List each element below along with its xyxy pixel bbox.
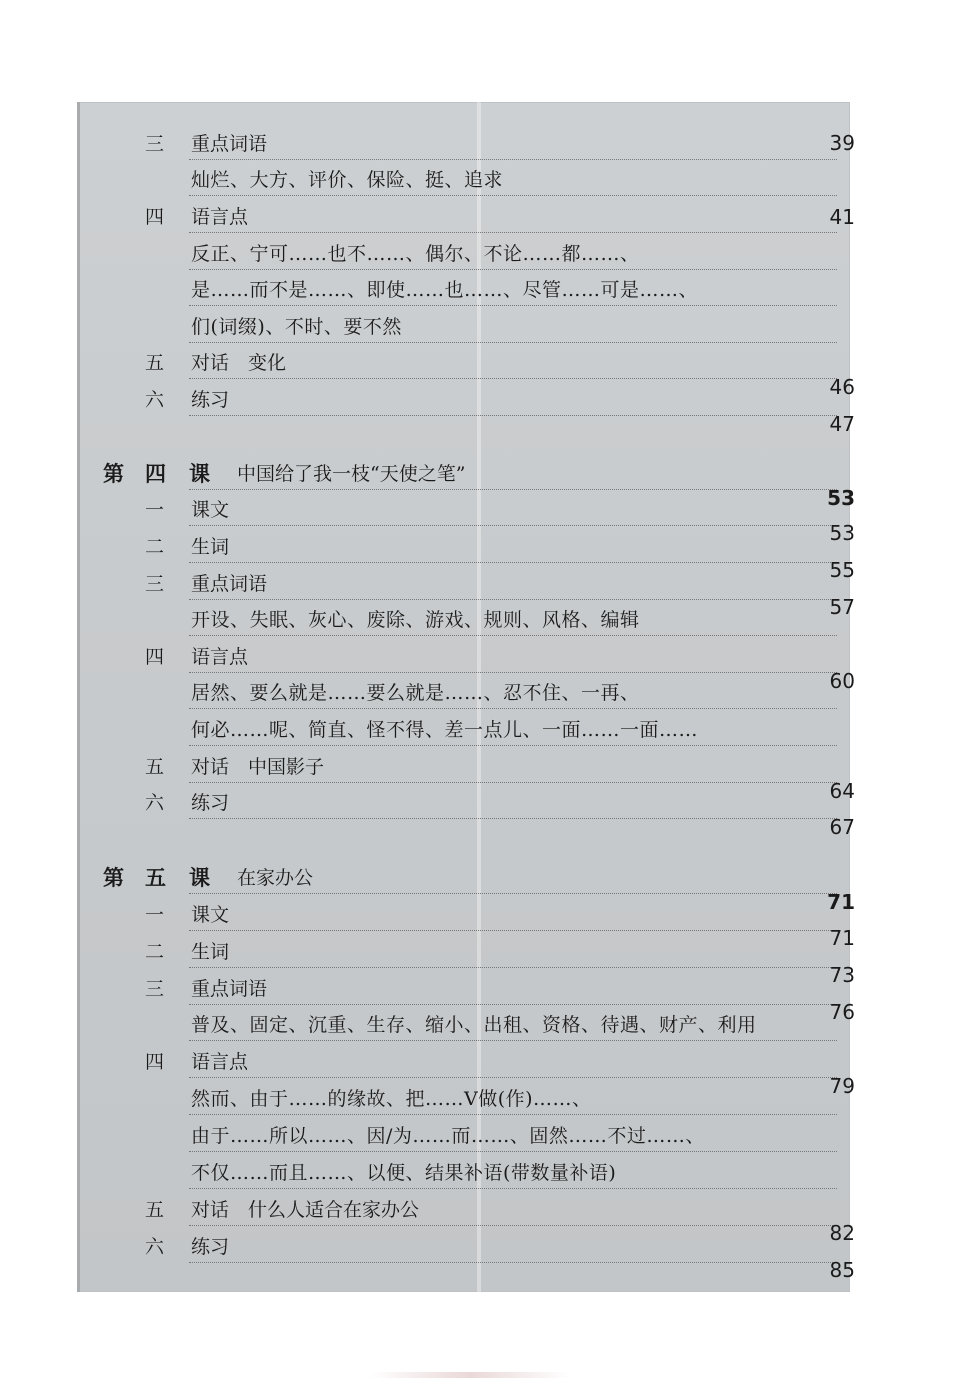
section-number: 二 <box>145 941 165 963</box>
section-number: 五 <box>145 352 165 374</box>
section-number: 六 <box>145 1236 165 1258</box>
section-title: 对话 变化 <box>191 352 287 374</box>
toc-subitems <box>77 602 837 638</box>
dot-leader <box>189 195 837 196</box>
dot-leader <box>189 967 837 968</box>
section-title: 对话 什么人适合在家办公 <box>191 1199 420 1221</box>
dot-leader <box>189 1225 837 1226</box>
lesson-suffix: 课 <box>189 461 210 486</box>
section-number: 三 <box>145 573 165 595</box>
page-number: 85 <box>829 1258 855 1282</box>
dot-leader <box>189 1151 837 1152</box>
section-number: 一 <box>145 499 165 521</box>
page-edge <box>77 102 80 1292</box>
dot-leader <box>189 562 837 563</box>
section-number: 三 <box>145 978 165 1000</box>
toc-section <box>77 492 855 545</box>
toc-subitems <box>77 675 837 711</box>
lesson-suffix: 课 <box>189 865 210 890</box>
toc-subitems <box>77 1007 837 1043</box>
toc-subitems <box>77 309 837 345</box>
dot-leader <box>189 1188 837 1189</box>
dot-leader <box>189 1262 837 1263</box>
section-number: 四 <box>145 1051 165 1073</box>
toc-section <box>77 345 855 399</box>
section-title: 重点词语 <box>191 978 268 1000</box>
toc-subitems <box>77 236 837 272</box>
section-title: 语言点 <box>191 646 249 668</box>
lesson-prefix: 第 <box>103 461 124 486</box>
lesson-title: 在家办公 <box>237 867 314 889</box>
dot-leader <box>189 232 837 233</box>
page-number: 39 <box>829 131 855 155</box>
section-number: 六 <box>145 792 165 814</box>
section-number: 五 <box>145 756 165 778</box>
toc-section <box>77 199 855 235</box>
dot-leader <box>189 782 837 783</box>
scan-mark <box>370 1372 570 1378</box>
page-number: 79 <box>829 1074 855 1098</box>
subitem-text: 居然、要么就是……要么就是……、忍不住、一再、 <box>191 682 640 704</box>
section-title: 生词 <box>191 941 230 963</box>
dot-leader <box>189 305 837 306</box>
section-title: 重点词语 <box>191 133 268 155</box>
subitem-text: 们(词缀)、不时、要不然 <box>191 316 402 338</box>
toc-subitems <box>77 272 837 308</box>
page-number: 60 <box>829 669 855 693</box>
toc-section <box>77 126 855 162</box>
page-number: 73 <box>829 963 855 987</box>
subitem-text: 普及、固定、沉重、生存、缩小、出租、资格、待遇、财产、利用 <box>191 1014 757 1036</box>
subitem-text: 灿烂、大方、评价、保险、挺、追求 <box>191 169 504 191</box>
lesson-heading <box>77 860 855 914</box>
page-number: 53 <box>827 486 855 510</box>
toc-subitems <box>77 162 837 198</box>
toc-page <box>77 102 855 1292</box>
dot-leader <box>189 1077 837 1078</box>
section-number: 四 <box>145 206 165 228</box>
page-number: 41 <box>829 205 855 229</box>
section-title: 练习 <box>191 389 230 411</box>
section-number: 三 <box>145 133 165 155</box>
section-title: 练习 <box>191 792 230 814</box>
subitem-text: 何必……呢、简直、怪不得、差一点儿、一面……一面…… <box>191 719 699 741</box>
dot-leader <box>189 1040 837 1041</box>
section-title: 对话 中国影子 <box>191 756 325 778</box>
subitem-text: 不仅……而且……、以便、结果补语(带数量补语) <box>191 1162 617 1184</box>
dot-leader <box>189 159 837 160</box>
section-title: 课文 <box>191 499 230 521</box>
dot-leader <box>189 1114 837 1115</box>
dot-leader <box>189 635 837 636</box>
section-number: 二 <box>145 536 165 558</box>
lesson-number: 四 <box>145 461 166 486</box>
section-title: 语言点 <box>191 1051 249 1073</box>
dot-leader <box>189 893 837 894</box>
dot-leader <box>189 489 837 490</box>
toc-subitems <box>77 712 837 748</box>
lesson-title: 中国给了我一枝“天使之笔” <box>237 463 466 485</box>
toc-subitems <box>77 1118 837 1154</box>
toc-section <box>77 897 855 950</box>
page-number: 71 <box>827 890 855 914</box>
dot-leader <box>189 818 837 819</box>
section-number: 四 <box>145 646 165 668</box>
section-number: 五 <box>145 1199 165 1221</box>
section-title: 重点词语 <box>191 573 268 595</box>
subitem-text: 开设、失眠、灰心、废除、游戏、规则、风格、编辑 <box>191 609 640 631</box>
dot-leader <box>189 599 837 600</box>
dot-leader <box>189 745 837 746</box>
page-number: 47 <box>829 412 855 436</box>
section-title: 生词 <box>191 536 230 558</box>
toc-subitems <box>77 1081 837 1117</box>
page-number: 53 <box>829 521 855 545</box>
dot-leader <box>189 672 837 673</box>
section-number: 六 <box>145 389 165 411</box>
dot-leader <box>189 342 837 343</box>
page-number: 57 <box>829 595 855 619</box>
subitem-text: 然而、由于……的缘故、把……V做(作)……、 <box>191 1088 592 1110</box>
subitem-text: 是……而不是……、即使……也……、尽管……可是……、 <box>191 279 699 301</box>
page-number: 46 <box>829 375 855 399</box>
subitem-text: 由于……所以……、因/为……而……、固然……不过……、 <box>191 1125 705 1147</box>
dot-leader <box>189 378 837 379</box>
dot-leader <box>189 708 837 709</box>
page-number: 76 <box>829 1000 855 1024</box>
dot-leader <box>189 269 837 270</box>
page-number: 71 <box>829 926 855 950</box>
section-title: 课文 <box>191 904 230 926</box>
dot-leader <box>189 930 837 931</box>
section-title: 练习 <box>191 1236 230 1258</box>
section-title: 语言点 <box>191 206 249 228</box>
lesson-prefix: 第 <box>103 865 124 890</box>
section-number: 一 <box>145 904 165 926</box>
page-number: 64 <box>829 779 855 803</box>
lesson-number: 五 <box>145 865 166 890</box>
dot-leader <box>189 525 837 526</box>
subitem-text: 反正、宁可……也不……、偶尔、不论……都……、 <box>191 243 640 265</box>
toc-section <box>77 1044 855 1098</box>
page-number: 55 <box>829 558 855 582</box>
dot-leader <box>189 415 837 416</box>
page-number: 67 <box>829 815 855 839</box>
toc-subitems <box>77 1155 837 1191</box>
dot-leader <box>189 1004 837 1005</box>
toc-section <box>77 1192 855 1245</box>
page-number: 82 <box>829 1221 855 1245</box>
